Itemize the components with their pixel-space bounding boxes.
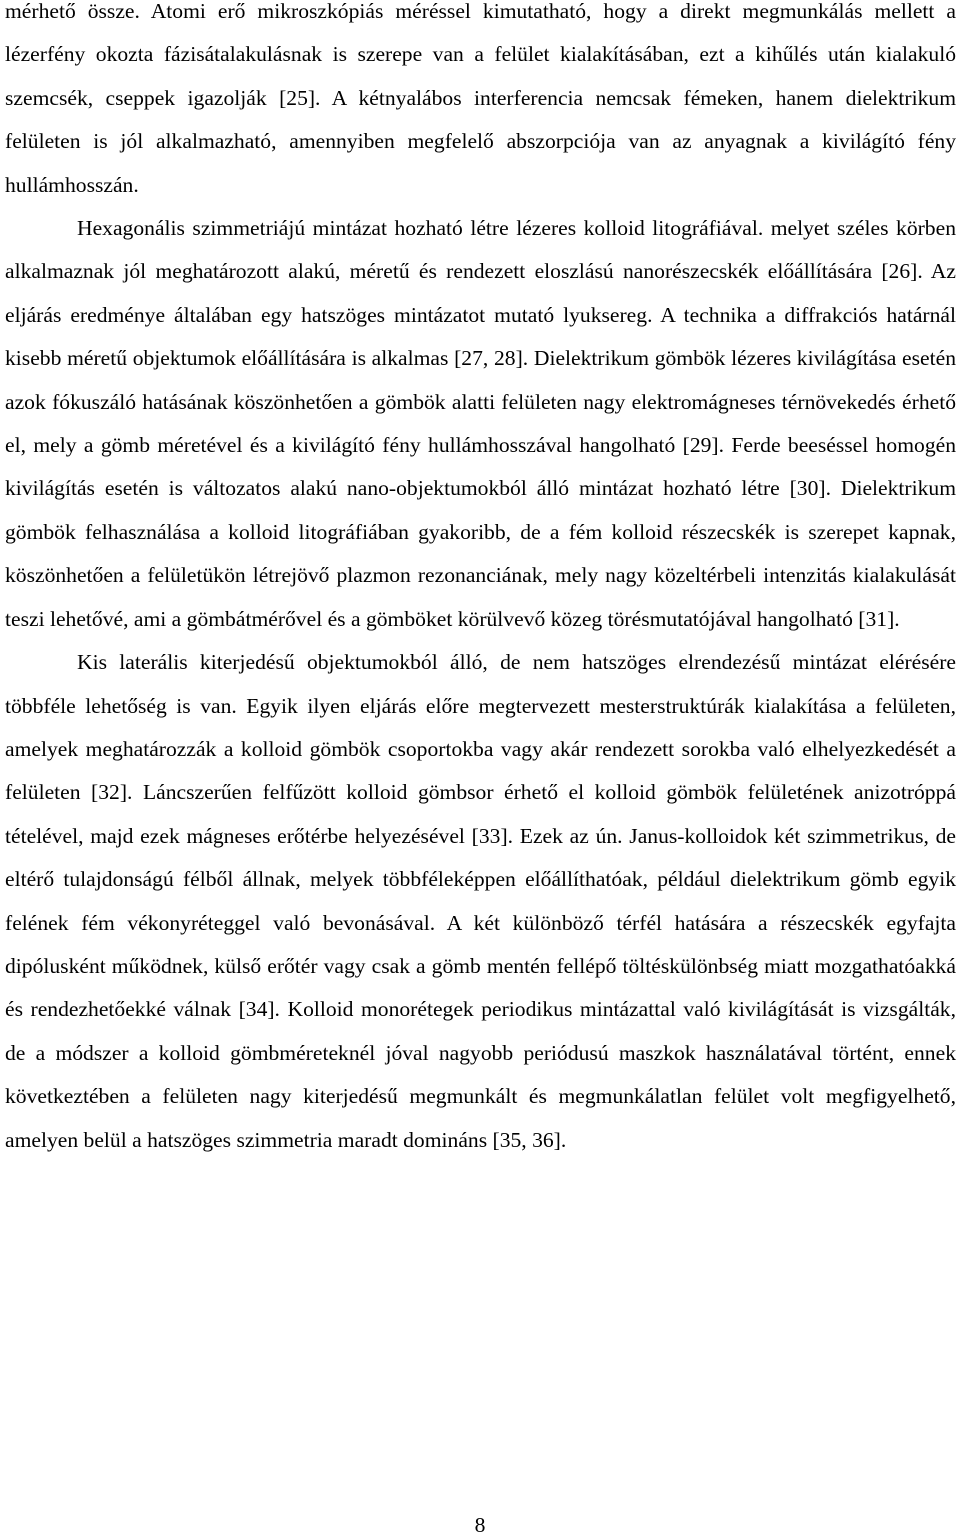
document-page [5, 0, 956, 1162]
paragraph-non-hexagonal-patterns: Kis laterális kiterjedésű objektumokból álló, de nem hatszöges elrendezésű mintázat elérésére többféle lehetőség is van. Egyik ilyen eljárás előre megtervezett mesterstruktúrák kialakítása a felületen, amelyek meghatározzák a kolloid gömbök csoportokba vagy akár rendezett sorokba való elhelyezkedését a felületen [32]. Láncszerűen felfűzött kolloid gömbsor érhető el kolloid gömbök felületének anizotróppá tételével, majd ezek mágneses erőtérbe helyezésével [33]. Ezek az ún. Janus-kolloidok két szimmetrikus, de eltérő tulajdonságú félből állnak, melyek többféleképpen előállíthatóak, például dielektrikum gömb egyik felének fém vékonyréteggel való bevonásával. A két különböző térfél hatására a részecskék egyfajta dipólusként működnek, külső erőtér vagy csak a gömb mentén fellépő töltéskülönbség miatt mozgathatóakká és rendezhetőekké válnak [34]. Kolloid monorétegek periodikus mintázattal való kivilágítását is vizsgálták, de a módszer a kolloid gömbméreteknél jóval nagyobb periódusú maszkok használatával történt, ennek következtében a felületen nagy kiterjedésű megmunkált és megmunkálatlan felület volt megfigyelhető, amelyen belül a hatszöges szimmetria maradt domináns [35, 36]. [5, 650, 956, 1152]
page-number: 8 [474, 1513, 486, 1537]
paragraph-continued: mérhető össze. Atomi erő mikroszkópiás méréssel kimutatható, hogy a direkt megmunkálás mellett a lézerfény okozta fázisátalakulásnak is szerepe van a felület kialakításában, ezt a kihűlés után kialakuló szemcsék, cseppek igazolják [25]. A kétnyalábos interferencia nemcsak fémeken, hanem dielektrikum felületen is jól alkalmazható, amennyiben megfelelő abszorpciója van az anyagnak a kivilágító fény hullámhosszán. [5, 0, 956, 197]
paragraph-colloid-lithography: Hexagonális szimmetriájú mintázat hozható létre lézeres kolloid litográfiával. melyet széles körben alkalmaznak jól meghatározott alakú, méretű és rendezett eloszlású nanorészecskék előállítására [26]. Az eljárás eredménye általában egy hatszöges mintázatot mutató lyuksereg. A technika a diffrakciós határnál kisebb méretű objektumok előállítására is alkalmas [27, 28]. Dielektrikum gömbök lézeres kivilágítása esetén azok fókuszáló hatásának köszönhetően a gömbök alatti felületen nagy elektromágneses térnövekedés érhető el, mely a gömb méretével és a kivilágító fény hullámhosszával hangolható [29]. Ferde beeséssel homogén kivilágítás esetén is változatos alakú nano-objektumokból álló mintázat hozható létre [30]. Dielektrikum gömbök felhasználása a kolloid litográfiában gyakoribb, de a fém kolloid részecskék is szerepet kapnak, köszönhetően a felületükön létrejövő plazmon rezonanciának, mely nagy közeltérbeli intenzitás kialakulását teszi lehetővé, ami a gömbátmérővel és a gömböket körülvevő közeg törésmutatójával hangolható [31]. [5, 216, 956, 631]
